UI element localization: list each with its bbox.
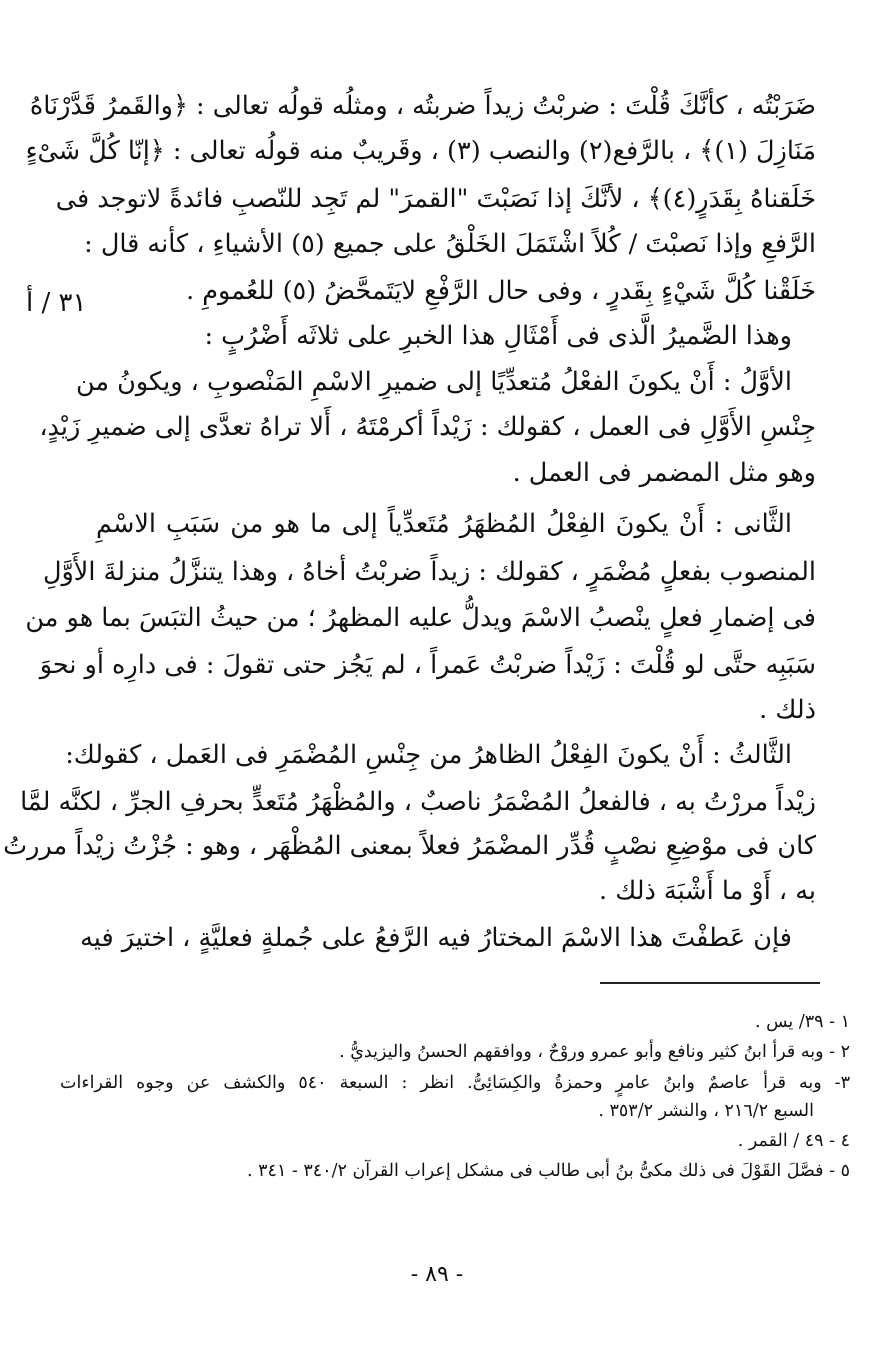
body-line: كان فى موْضِعِ نصْبٍ قُدِّر المضْمَرُ فعلاً بمعنى المُظْهَر ، وهو : جُزْتُ زيْداً مررتُ <box>3 831 816 861</box>
body-line-paragraph-start: الأوَّلُ : أَنْ يكونَ الفعْلُ مُتعدِّيًا إلى ضميرِ الاسْمِ المَنْصوبِ ، ويكونُ من <box>75 367 792 397</box>
body-line: خَلَقناهُ بِقَدَرٍ(٤)﴾ ، لأنَّكَ إذا نَصَبْتَ "القمرَ" لم تَجِد للنّصبِ فائدةً لاتوجد فى <box>55 184 816 214</box>
footnote: ١ - ٣٩/ يس . <box>754 1012 850 1032</box>
body-line: جِنْسِ الأَوَّلِ فى العمل ، كقولك : زَيْداً أكرمْتَهُ ، أَلا تراهُ تعدَّى إلى ضميرِ زَيْدٍ، <box>39 412 816 442</box>
margin-note-folio: ٣١ / أ <box>26 288 87 318</box>
footnote-continuation: السبع ٢١٦/٢ ، والنشر ٣٥٣/٢ . <box>598 1101 814 1121</box>
body-line: مَنَازِلَ (١)﴾ ، بالرَّفع(٢) والنصب (٣) ، وقَريبٌ منه قولُه تعالى : ﴿إنّا كُلَّ شَىْءٍ <box>25 136 816 166</box>
body-line: خَلَقْنا كُلَّ شَيْءٍ بِقَدرٍ ، وفى حال الرَّفْعِ لايَتَمحَّضُ (٥) للعُمومِ . <box>186 276 816 306</box>
body-line: وهو مثل المضمر فى العمل . <box>512 458 816 488</box>
body-line: ضَرَبْتُه ، كأنَّكَ قُلْتَ : ضربْتُ زيداً ضربتُه ، ومثلُه قولُه تعالى : ﴿والقَمرُ قَدَّرْنَاهُ <box>29 91 816 121</box>
footnote: ٣- وبه قرأ عاصمٌ وابنُ عامرٍ وحمزةُ والكِسَائِىُّ. انظر : السبعة ٥٤٠ والكشف عن وجوه القراءات <box>60 1073 850 1093</box>
body-line: زيْداً مررْتُ به ، فالفعلُ المُضْمَرُ ناصبٌ ، والمُظْهَرُ مُتَعدٍّ بحرفِ الجرِّ ، لكنَّه لمَّا <box>20 787 816 817</box>
body-line: ذلك . <box>759 695 816 725</box>
footnote: ٥ - فصَّلَ القَوْلَ فى ذلك مكىُّ بنُ أبى طالب فى مشكل إعراب القرآن ٣٤٠/٢ - ٣٤١ . <box>247 1161 850 1181</box>
footnote: ٤ - ٤٩ / القمر . <box>737 1131 850 1151</box>
body-line: سَبَبِه حتَّى لو قُلْتَ : زَيْداً ضربْتُ عَمراً ، لم يَجُز حتى تقولَ : فى دارِه أو نحوَ <box>39 650 816 680</box>
body-line-paragraph-start: الثَّانى : أَنْ يكونَ الفِعْلُ المُظهَرُ مُتَعدِّياً إلى ما هو من سَبَبِ الاسْمِ <box>96 509 792 539</box>
footnote-separator <box>600 982 820 984</box>
body-line-paragraph-start: الثَّالثُ : أَنْ يكونَ الفِعْلُ الظاهرُ من جِنْسِ المُضْمَرِ فى العَمل ، كقولك: <box>65 740 792 770</box>
body-line: فى إضمارِ فعلٍ ينْصبُ الاسْمَ ويدلُّ عليه المظهرُ ؛ من حيثُ التبَسَ بما هو من <box>25 603 816 633</box>
body-line-paragraph-start: وهذا الضَّميرُ الَّذى فى أَمْثَالِ هذا الخبرِ على ثلاثَه أَضْرُبٍ : <box>204 321 792 351</box>
body-line: المنصوب بفعلٍ مُضْمَرٍ ، كقولك : زيداً ضربْتُ أخاهُ ، وهذا يتنزَّلُ منزلةَ الأَوَّلِ <box>42 557 816 587</box>
body-line: به ، أَوْ ما أَشْبَهَ ذلك . <box>599 876 816 906</box>
body-line-paragraph-start: فإن عَطفْتَ هذا الاسْمَ المختارُ فيه الرَّفعُ على جُملةٍ فعليَّةٍ ، اختيرَ فيه <box>80 923 792 953</box>
body-line: الرَّفعِ وإذا نَصبْتَ / كُلاً اشْتَمَلَ الخَلْقُ على جميع (٥) الأشياءِ ، كأنه قال : <box>84 229 816 259</box>
footnote: ٢ - وبه قرأ ابنُ كثير ونافع وأبو عمرو وروْحٌ ، ووافقهم الحسنُ واليزيديُّ . <box>339 1042 850 1062</box>
page-number: - ٨٩ - <box>410 1262 464 1287</box>
